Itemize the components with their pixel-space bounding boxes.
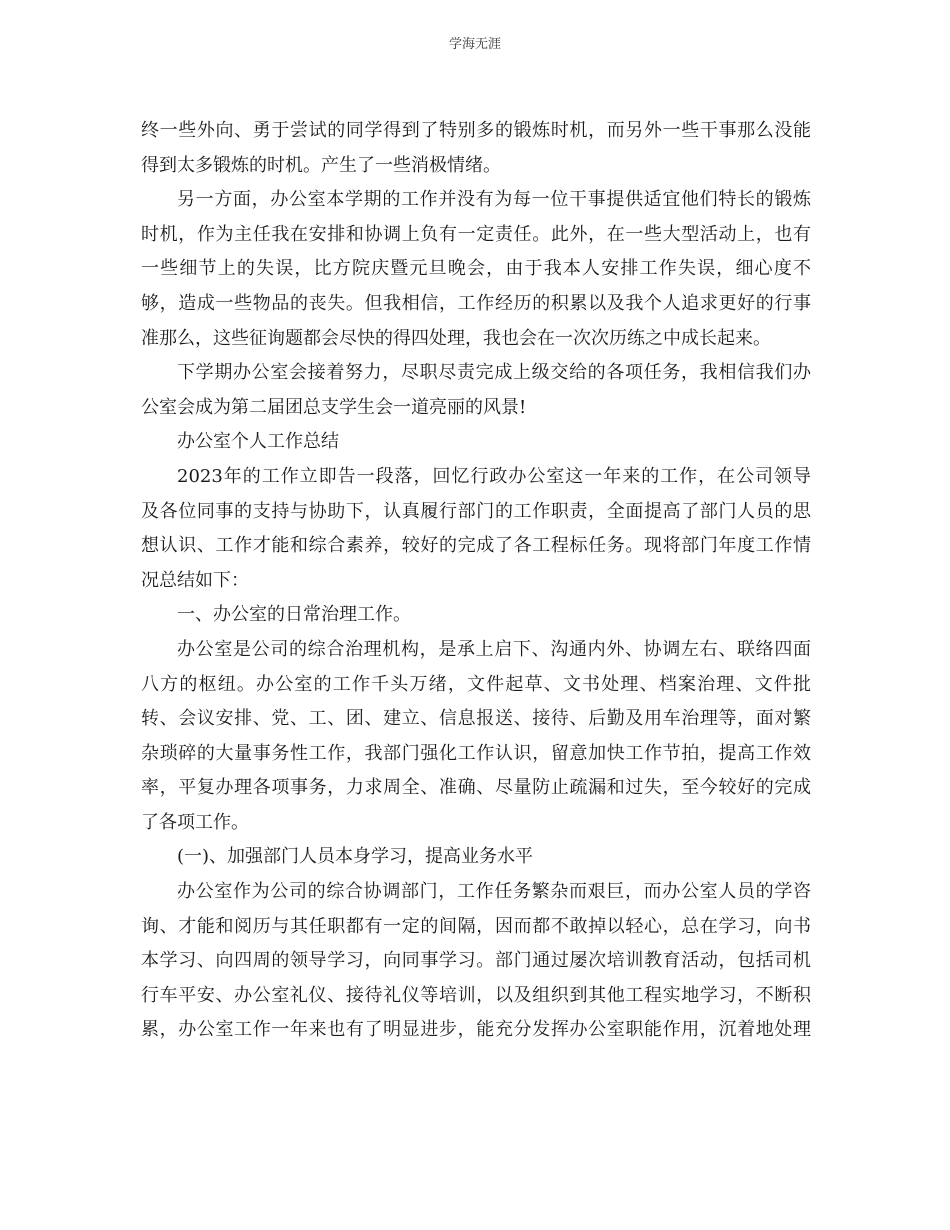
- text-line: 率，平复办理各项事务，力求周全、准确、尽量防止疏漏和过失，至今较好的完成: [141, 777, 811, 799]
- text-line: 时机，作为主任我在安排和协调上负有一定责任。此外，在一些大型活动上，也有: [141, 223, 811, 245]
- section-heading: 一、办公室的日常治理工作。: [177, 604, 411, 626]
- text-line: 另一方面，办公室本学期的工作并没有为每一位干事提供适宜他们特长的锻炼: [177, 189, 811, 211]
- text-line: 转、会议安排、党、工、团、建立、信息报送、接待、后勤及用车治理等，面对繁: [141, 708, 811, 730]
- text-line: 得到太多锻炼的时机。产生了一些消极情绪。: [141, 154, 501, 176]
- text-line: 办公室是公司的综合治理机构，是承上启下、沟通内外、协调左右、联络四面: [177, 638, 811, 660]
- text-line: 够，造成一些物品的丧失。但我相信，工作经历的积累以及我个人追求更好的行事: [141, 292, 811, 314]
- text-line: 准那么，这些征询题都会尽快的得四处理，我也会在一次次历练之中成长起来。: [141, 327, 771, 349]
- text-line: 了各项工作。: [141, 811, 249, 833]
- text-line: 公室会成为第二届团总支学生会一道亮丽的风景!: [141, 396, 527, 418]
- text-line: 下学期办公室会接着努力，尽职尽责完成上级交给的各项任务，我相信我们办: [177, 362, 811, 384]
- text-line: 累，办公室工作一年来也有了明显进步，能充分发挥办公室职能作用，沉着地处理: [141, 1019, 811, 1041]
- text-line: 想认识、工作才能和综合素养，较好的完成了各工程标任务。现将部门年度工作情: [141, 535, 811, 557]
- text-line: 终一些外向、勇于尝试的同学得到了特别多的锻炼时机，而另外一些干事那么没能: [141, 120, 811, 141]
- page-header: 学海无涯: [448, 37, 501, 52]
- text-line: 一些细节上的失误，比方院庆暨元旦晚会，由于我本人安排工作失误，细心度不: [141, 258, 811, 280]
- section-heading: 办公室个人工作总结: [177, 431, 339, 453]
- document-body: [141, 114, 811, 1048]
- text-line: 办公室作为公司的综合协调部门，工作任务繁杂而艰巨，而办公室人员的学咨: [177, 881, 811, 903]
- text-line: 询、才能和阅历与其任职都有一定的间隔，因而都不敢掉以轻心，总在学习，向书: [141, 915, 811, 937]
- text-line: 2023年的工作立即告一段落，回忆行政办公室这一年来的工作，在公司领导: [177, 465, 811, 487]
- text-line: 及各位同事的支持与协助下，认真履行部门的工作职责，全面提高了部门人员的思: [141, 500, 811, 522]
- text-line: 况总结如下：: [141, 569, 249, 591]
- text-line: 八方的枢纽。办公室的工作千头万绪，文件起草、文书处理、档案治理、文件批: [141, 673, 811, 695]
- text-line: 杂琐碎的大量事务性工作，我部门强化工作认识，留意加快工作节拍，提高工作效: [141, 742, 811, 764]
- section-heading: (一)、加强部门人员本身学习，提高业务水平: [177, 846, 534, 868]
- text-line: 本学习、向四周的领导学习，向同事学习。部门通过屡次培训教育活动，包括司机: [141, 950, 811, 972]
- text-line: 行车平安、办公室礼仪、接待礼仪等培训，以及组织到其他工程实地学习，不断积: [141, 984, 811, 1006]
